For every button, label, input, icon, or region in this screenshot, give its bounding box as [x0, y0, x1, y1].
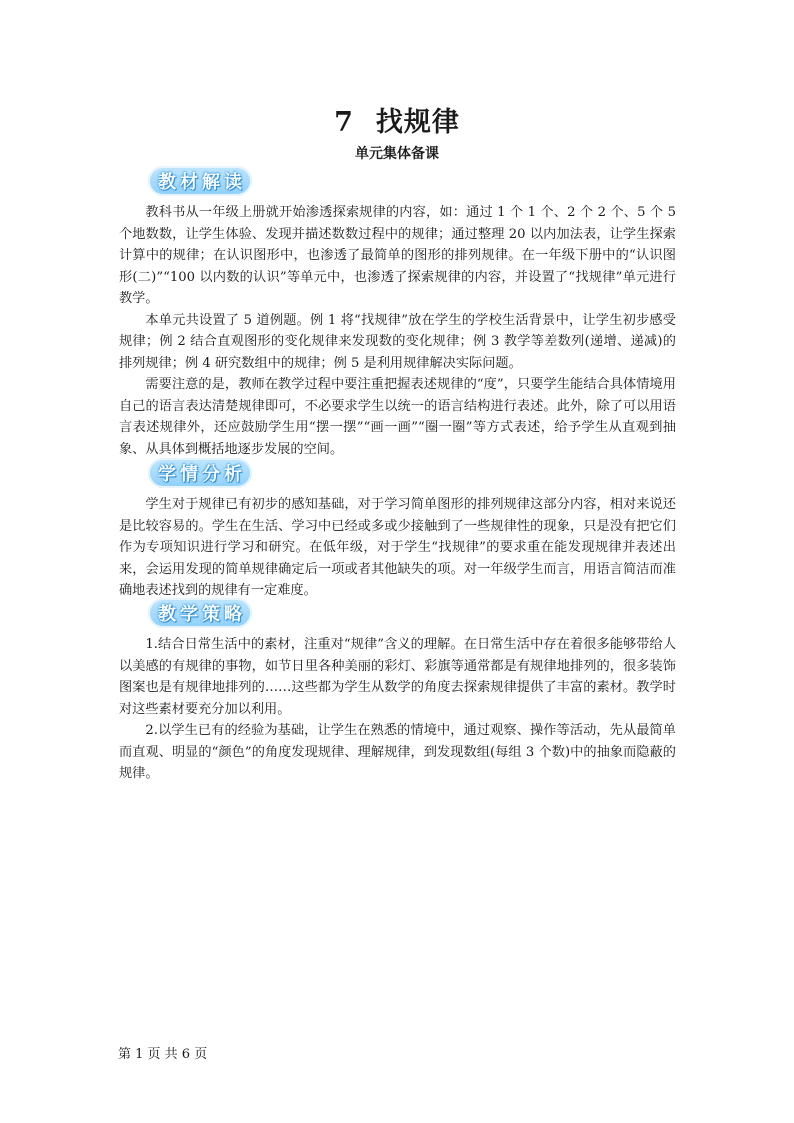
- heading-char: 学: [158, 464, 176, 485]
- heading-char: 教: [158, 604, 176, 625]
- paragraph: 本单元共设置了 5 道例题。例 1 将“找规律”放在学生的学校生活背景中，让学生初步感受规律；例 2 结合直观图形的变化规律来发现数的变化规律；例 3 教学等差数列(递增、递减)的排列规律；例 4 研究数组中的规律；例 5 是利用规律解决实际问题。: [119, 312, 676, 371]
- section-textbook-interpretation: [119, 202, 676, 460]
- heading-char: 教: [158, 172, 176, 193]
- heading-char: 读: [224, 172, 242, 193]
- heading-char: 策: [202, 604, 220, 625]
- heading-char: 解: [202, 172, 220, 193]
- paragraph: 1.结合日常生活中的素材，注重对“规律”含义的理解。在日常生活中存在着很多能够带给人以美感的有规律的事物，如节日里各种美丽的彩灯、彩旗等通常都是有规律地排列的，很多装饰图案也是有规律地排列的……这些都为学生从数学的角度去探索规律提供了丰富的素材。教学时对这些素材要充分加以利用。: [119, 637, 676, 717]
- paragraph: 2.以学生已有的经验为基础，让学生在熟悉的情境中，通过观察、操作等活动，先从最简单而直观、明显的“颜色”的角度发现规律、理解规律，到发现数组(每组 3 个数)中的抽象而隐蔽的规律。: [119, 723, 676, 781]
- section-heading-badge: [148, 166, 252, 196]
- heading-char: 分: [202, 464, 220, 485]
- section-teaching-strategy: [119, 634, 676, 785]
- section-heading-badge: [148, 598, 252, 628]
- page-footer: 第 1 页 共 6 页: [118, 1047, 208, 1062]
- heading-char: 略: [224, 604, 242, 625]
- chapter-title: 找规律: [375, 107, 460, 138]
- paragraph: 需要注意的是，教师在教学过程中要注重把握表述规律的“度”，只要学生能结合具体情境用自己的语言表达清楚规律即可，不必要求学生以统一的语言结构进行表述。此外，除了可以用语言表述规律外，还应鼓励学生用“摆一摆”“画一画”“圈一圈”等方式表述，给予学生从直观到抽象、从具体到概括地逐步发展的空间。: [119, 377, 676, 457]
- paragraph: 学生对于规律已有初步的感知基础，对于学习简单图形的排列规律这部分内容，相对来说还是比较容易的。学生在生活、学习中已经或多或少接触到了一些规律性的现象，只是没有把它们作为专项知识进行学习和研究。在低年级，对于学生“找规律”的要求重在能发现规律并表述出来，会运用发现的简单规律确定后一项或者其他缺失的项。对一年级学生而言，用语言简洁而准确地表述找到的规律有一定难度。: [119, 497, 676, 598]
- heading-char: 材: [180, 172, 198, 193]
- page-title: [0, 100, 794, 139]
- chapter-number: 7: [334, 107, 354, 138]
- paragraph: 教科书从一年级上册就开始渗透探索规律的内容，如：通过 1 个 1 个、2 个 2 个、5 个 5 个地数数，让学生体验、发现并描述数数过程中的规律；通过整理 20 以内加法表，让学生探索计算中的规律；在认识图形中，也渗透了最简单的图形的排列规律。在一年级下册中的“认识图形(二)”“100 以内数的认识”等单元中，也渗透了探索规律的内容，并设置了“找规律”单元进行教学。: [119, 205, 676, 306]
- section-heading-badge: [148, 458, 252, 488]
- heading-char: 学: [180, 604, 198, 625]
- heading-char: 析: [224, 464, 242, 485]
- section-student-analysis: [119, 494, 676, 602]
- page-subtitle: 单元集体备课: [355, 146, 439, 162]
- heading-char: 情: [180, 464, 198, 485]
